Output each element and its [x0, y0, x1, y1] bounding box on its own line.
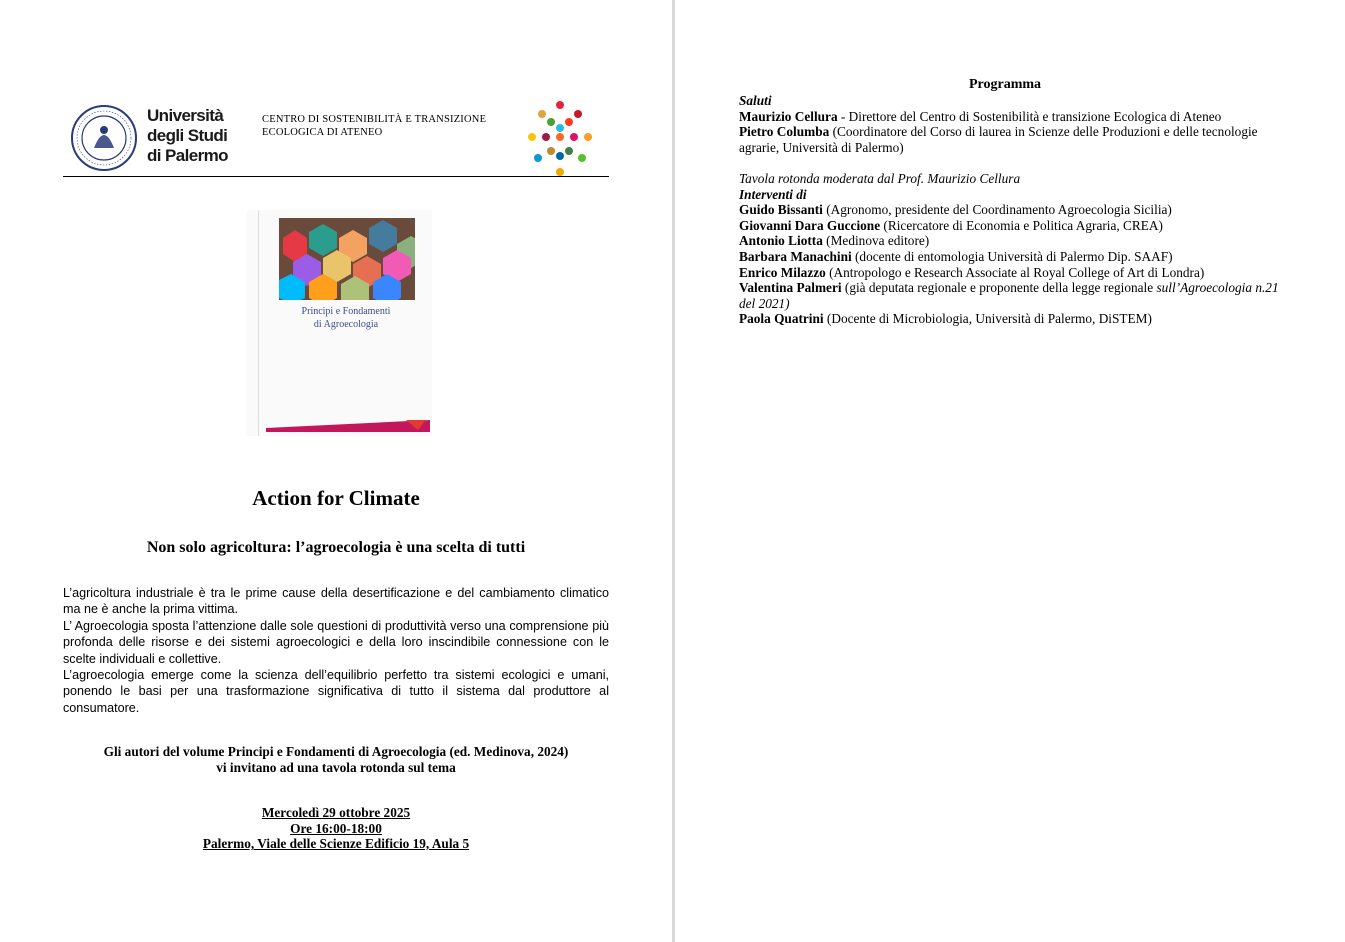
speaker-entry [739, 280, 1279, 311]
book-title-line: di Agroecologia [313, 319, 379, 330]
speaker-name: Barbara Manachini [739, 248, 852, 264]
university-name-line: degli Studi [147, 126, 228, 145]
description-paragraph: L’agroecologia emerge come la scienza dell’equilibrio perfetto tra sistemi ecologici e umani, ponendo le basi per una trasformazione significativa di tutto il sistema dal produttore al consumatore. [63, 668, 609, 715]
invitation-line: Gli autori del volume Principi e Fondamenti di Agroecologia (ed. Medinova, 2024) [103, 744, 569, 759]
moderator-line: Tavola rotonda moderata dal Prof. Maurizio Cellura [739, 170, 1021, 186]
book-cover-image [246, 210, 432, 436]
speaker-role: (Medinova editore) [822, 233, 930, 249]
speaker-name: Giovanni Dara Guccione [739, 217, 881, 233]
speakers-label: Interventi di [739, 186, 807, 202]
speaker-entry [739, 218, 1279, 234]
speaker-role: (Ricercatore di Economia e Politica Agraria, CREA) [880, 217, 1163, 233]
speaker-entry [739, 233, 1279, 249]
description-paragraph: L’agricoltura industriale è tra le prime cause della desertificazione e del cambiamento climatico ma ne è anche la prima vittima. [63, 586, 609, 617]
speaker-name: Paola Quatrini [739, 311, 824, 327]
speaker-name: Pietro Columba [739, 124, 830, 140]
programme-title: Programma [969, 77, 1042, 92]
book-title-line: Principi e Fondamenti [301, 306, 391, 317]
speaker-role: (docente di entomologia Università di Palermo Dip. SAAF) [851, 248, 1173, 264]
speaker-entry [739, 311, 1279, 327]
programme-list [739, 93, 1279, 327]
speaker-role-italic: sull’Agroecologia n.21 del 2021) [739, 280, 1279, 311]
speaker-role: (Agronomo, presidente del Coordinamento Agroecologia Sicilia) [822, 202, 1172, 218]
speaker-name: Maurizio Cellura [739, 108, 838, 124]
saluti-entry [739, 124, 1279, 155]
speaker-role: (già deputata regionale e proponente della legge regionale [841, 280, 1157, 296]
flyer-page-right [675, 0, 1345, 942]
invitation [63, 744, 609, 775]
speaker-name: Valentina Palmeri [739, 280, 842, 296]
book-title [266, 305, 426, 331]
speaker-entry [739, 249, 1279, 265]
header-divider [63, 176, 609, 177]
invitation-line: vi invitano ad una tavola rotonda sul tema [216, 759, 456, 775]
speaker-name: Antonio Liotta [739, 233, 823, 249]
centre-name-line: ECOLOGICA DI ATENEO [262, 127, 383, 138]
university-seal-logo [70, 104, 138, 172]
speaker-name: Enrico Milazzo [739, 264, 826, 280]
cover-magenta-band [266, 420, 430, 432]
centre-name [262, 113, 486, 139]
event-date: Mercoledì 29 ottobre 2025 [261, 805, 411, 820]
cover-hexagons-picture [279, 218, 415, 300]
book-spine [246, 210, 259, 436]
flyer-page-left [0, 0, 672, 942]
event-description [63, 585, 609, 716]
speaker-role: (Antropologo e Research Associate al Royal College of Art di Londra) [825, 264, 1205, 280]
university-name [147, 106, 228, 166]
event-time: Ore 16:00-18:00 [290, 820, 382, 836]
speaker-role: (Coordinatore del Corso di laurea in Scienze delle Produzioni e delle tecnologie agrarie, Università di Palermo) [739, 124, 1258, 155]
description-paragraph: L’ Agroecologia sposta l’attenzione dalle sole questioni di produttività verso una comprensione più profonda delle risorse e dei sistemi agroecologici e della loro inscindibile connessione con le scelte individuali e collettive. [63, 618, 609, 666]
event-details [63, 805, 609, 852]
saluti-entry [739, 109, 1279, 125]
event-title: Action for Climate [252, 486, 420, 510]
speaker-role: (Docente di Microbiologia, Università di Palermo, DiSTEM) [823, 311, 1152, 327]
centre-name-line: CENTRO DI SOSTENIBILITÀ E TRANSIZIONE [262, 114, 487, 125]
speaker-role: - Direttore del Centro di Sostenibilità e transizione Ecologica di Ateneo [837, 108, 1222, 124]
event-location: Palermo, Viale delle Scienze Edificio 19, Aula 5 [202, 836, 470, 851]
speaker-name: Guido Bissanti [739, 202, 823, 218]
sustainability-dots-logo [520, 100, 600, 178]
event-subtitle: Non solo agricoltura: l’agroecologia è una scelta di tutti [146, 539, 526, 556]
university-name-line: Università [147, 106, 224, 125]
university-name-line: di Palermo [147, 146, 228, 165]
speaker-entry [739, 202, 1279, 218]
saluti-label: Saluti [739, 93, 772, 108]
speaker-entry [739, 265, 1279, 281]
